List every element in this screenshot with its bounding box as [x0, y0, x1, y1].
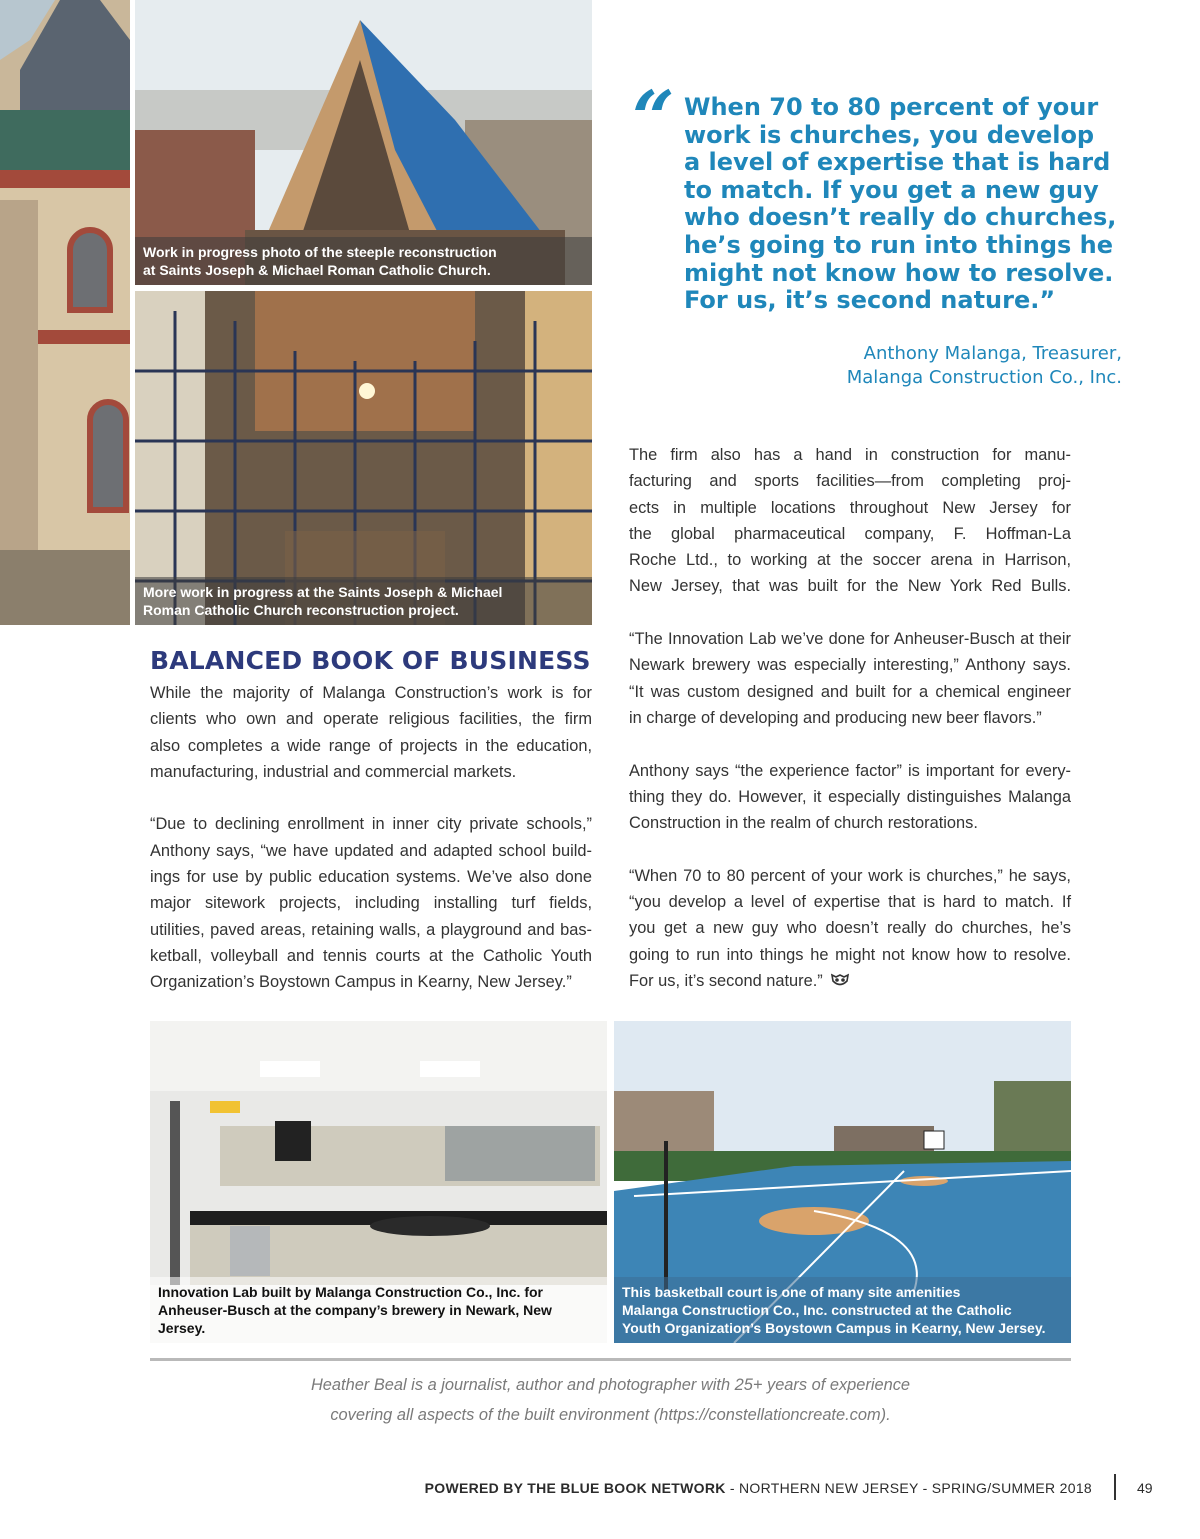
bio-line: covering all aspects of the built environment (https://constellationcreate.com). — [330, 1406, 891, 1424]
body-line: going to run into things he might not know how to resolve. — [629, 945, 1071, 964]
steeple-reconstruction-photo — [135, 0, 592, 285]
body-line: “It was custom designed and built for a chemical engineer — [629, 682, 1071, 701]
footer-divider — [1114, 1474, 1116, 1500]
pull-quote-line: who doesn’t really do churches, — [684, 203, 1117, 232]
body-line: Newark brewery was especially interesting,” Anthony says. — [629, 656, 1071, 675]
innovation-lab-photo — [150, 1021, 607, 1343]
pull-quote-line: he’s going to run into things he — [684, 230, 1113, 259]
body-line: ects in multiple locations throughout New Jersey for — [629, 498, 1071, 517]
footer-text — [425, 1480, 1092, 1496]
right-column-text — [629, 442, 1071, 994]
body-line: Anthony says “the experience factor” is important for every- — [629, 761, 1071, 780]
caption-line: This basketball court is one of many site amenities — [622, 1284, 961, 1300]
body-line: also completes a wide range of projects in the education, — [150, 736, 592, 755]
pull-quote-attribution — [847, 342, 1122, 390]
caption-line: Roman Catholic Church reconstruction project. — [143, 602, 459, 618]
bio-line: Heather Beal is a journalist, author and photographer with 25+ years of experience — [310, 1376, 911, 1394]
owl-end-icon — [831, 973, 849, 987]
pull-quote-line: work is churches, you develop — [684, 120, 1095, 149]
caption-line: Innovation Lab built by Malanga Construction Co., Inc. for — [158, 1284, 543, 1300]
body-line: the global pharmaceutical company, F. Hoffman-La — [629, 524, 1071, 543]
body-line: The firm also has a hand in construction for manu- — [629, 446, 1071, 464]
lab-photo-caption — [150, 1277, 607, 1343]
pull-quote-line: might not know how to resolve. — [684, 258, 1114, 287]
body-line: clients who own and operate religious facilities, the firm — [150, 710, 592, 729]
left-column-text — [150, 680, 592, 996]
caption-line: Youth Organization’s Boystown Campus in Kearny, New Jersey. — [622, 1320, 1046, 1336]
body-line: “Due to declining enrollment in inner city private schools,” — [150, 815, 592, 834]
body-line: utilities, paved areas, retaining walls, a playground and bas- — [150, 920, 592, 939]
pull-quote-line: For us, it’s second nature.” — [684, 286, 1056, 315]
caption-line: Malanga Construction Co., Inc. constructed at the Catholic — [622, 1302, 1012, 1318]
body-line: New Jersey, that was built for the New York Red Bulls. — [629, 577, 1071, 596]
body-line: ketball, volleyball and tennis courts at the Catholic Youth — [150, 946, 592, 965]
footer-brand: POWERED BY THE BLUE BOOK NETWORK — [424, 1480, 726, 1496]
attribution-line: Malanga Construction Co., Inc. — [846, 367, 1122, 388]
pull-quote-text — [684, 94, 1116, 315]
quote-mark-icon: “ — [632, 76, 675, 162]
body-line: you get a new guy who doesn’t really do churches, he’s — [629, 919, 1071, 938]
footer-issue: - NORTHERN NEW JERSEY - SPRING/SUMMER 2018 — [725, 1480, 1092, 1496]
body-line: “When 70 to 80 percent of your work is churches,” he says, — [629, 866, 1071, 885]
scaffold-interior-photo — [135, 291, 592, 625]
body-line: “The Innovation Lab we’ve done for Anheuser-Busch at their — [629, 630, 1071, 649]
pull-quote-line: to match. If you get a new guy — [684, 175, 1099, 204]
body-last-line — [629, 968, 1071, 994]
scaffold-photo-caption — [135, 577, 592, 625]
body-line: facturing and sports facilities—from completing proj- — [629, 472, 1071, 491]
body-line: Organization’s Boystown Campus in Kearny, New Jersey.” — [150, 973, 572, 992]
caption-line: at Saints Joseph & Michael Roman Catholic Church. — [143, 262, 491, 278]
caption-line: Work in progress photo of the steeple reconstruction — [143, 244, 497, 260]
pull-quote-line: When 70 to 80 percent of your — [684, 93, 1099, 121]
body-line: Anthony says, “we have updated and adapted school build- — [150, 841, 592, 860]
caption-line: Anheuser-Busch at the company’s brewery in Newark, New Jersey. — [158, 1302, 552, 1336]
caption-line: More work in progress at the Saints Joseph & Michael — [143, 584, 503, 600]
page-footer — [0, 1478, 1200, 1502]
body-line: Roche Ltd., to working at the soccer arena in Harrison, — [629, 551, 1071, 570]
basketball-court-photo — [614, 1021, 1071, 1343]
body-line: While the majority of Malanga Construction’s work is for — [150, 684, 592, 702]
court-photo-caption — [614, 1277, 1071, 1343]
body-line-text: For us, it’s second nature.” — [629, 971, 823, 990]
body-line: ings for use by public education systems. We’ve also done — [150, 868, 592, 887]
body-line: manufacturing, industrial and commercial markets. — [150, 762, 517, 781]
section-heading: BALANCED BOOK OF BUSINESS — [150, 646, 591, 675]
church-facade-photo — [0, 0, 130, 625]
body-line: Construction in the realm of church restorations. — [629, 814, 978, 833]
steeple-photo-caption — [135, 237, 592, 285]
pull-quote-line: a level of expertise that is hard — [684, 148, 1111, 177]
attribution-line: Anthony Malanga, Treasurer, — [863, 343, 1122, 364]
divider — [150, 1358, 1071, 1361]
author-bio — [150, 1370, 1071, 1430]
body-line: thing they do. However, it especially distinguishes Malanga — [629, 787, 1071, 806]
page-number: 49 — [1137, 1480, 1153, 1496]
body-line: in charge of developing and producing new beer flavors.” — [629, 708, 1042, 727]
body-line: “you develop a level of expertise that is hard to match. If — [629, 893, 1071, 912]
body-line: major sitework projects, including installing turf fields, — [150, 894, 592, 913]
